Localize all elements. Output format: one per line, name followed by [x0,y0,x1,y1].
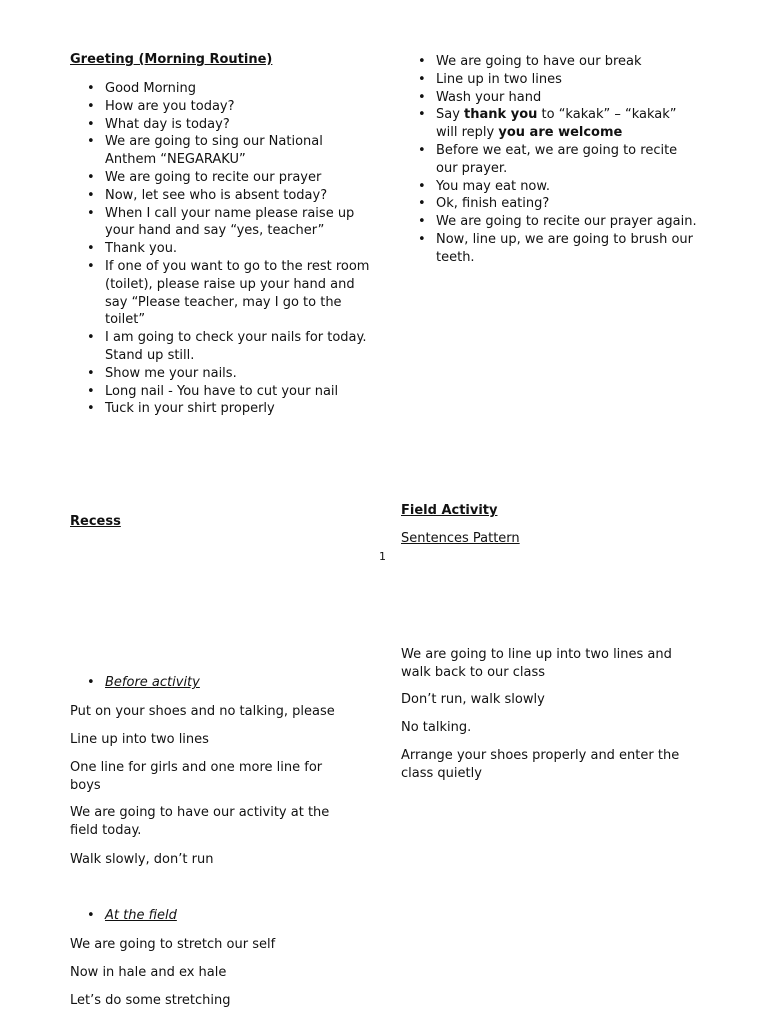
greeting-heading: Greeting (Morning Routine) [70,52,273,67]
list-item: • We are going to recite our prayer [70,169,370,187]
list-item: • When I call your name please raise up your hand and say “yes, teacher” [70,205,370,241]
return-line: We are going to line up into two lines and walk back to our class [401,647,672,680]
list-item-text: Say [436,107,465,123]
list-item: • We are going to recite our prayer again. [401,213,701,231]
list-item: • I am going to check your nails for today. Stand up still. [70,329,370,365]
field-activity-heading: Field Activity [401,503,498,518]
return-line: Arrange your shoes properly and enter the class quietly [401,748,680,781]
before-activity-label: Before activity [105,675,200,690]
list-item: • Line up in two lines [401,71,701,89]
list-item: • Thank you. [70,240,370,258]
list-item: • Before we eat, we are going to recite our prayer. [401,142,701,178]
list-item: • Tuck in your shirt properly [70,400,370,418]
list-item: • You may eat now. [401,178,701,196]
list-item: • What day is today? [70,116,370,134]
list-item [401,106,701,142]
list-item: • Ok, finish eating? [401,195,701,213]
sentences-pattern-label: Sentences Pattern [401,531,520,546]
break-list [401,53,701,267]
list-item: • Good Morning [70,80,370,98]
before-activity-line: One line for girls and one more line for boys [70,760,323,793]
list-item [70,907,370,925]
before-activity-line: Line up into two lines [70,732,209,747]
at-field-label: At the field [105,908,177,923]
before-activity-line: We are going to have our activity at the field today. [70,805,330,838]
bold-phrase: thank you [464,107,538,123]
before-activity-line: Walk slowly, don’t run [70,852,214,867]
return-line: No talking. [401,720,472,735]
list-item: • We are going to have our break [401,53,701,71]
list-item-text: to “kakak” – “kakak” will reply [436,107,677,141]
list-item: • Now, let see who is absent today? [70,187,370,205]
bold-phrase: you are welcome [498,125,623,141]
list-item: • Show me your nails. [70,365,370,383]
page-number: 1 [379,550,386,563]
list-item [70,674,370,692]
list-item: • How are you today? [70,98,370,116]
list-item: • If one of you want to go to the rest room (toilet), please raise up your hand and say “Please teacher, may I go to the toilet” [70,258,370,329]
list-item: • Long nail - You have to cut your nail [70,383,370,401]
at-field-list [70,907,370,925]
before-activity-list [70,674,370,692]
at-field-line: Let’s do some stretching [70,993,231,1008]
list-item: • Now, line up, we are going to brush our teeth. [401,231,701,267]
at-field-line: We are going to stretch our self [70,937,276,952]
list-item: • We are going to sing our National Anthem “NEGARAKU” [70,133,370,169]
greeting-list [70,80,370,418]
return-line: Don’t run, walk slowly [401,692,545,707]
before-activity-line: Put on your shoes and no talking, please [70,704,335,719]
list-item: • Wash your hand [401,89,701,107]
at-field-line: Now in hale and ex hale [70,965,227,980]
recess-heading: Recess [70,514,121,529]
